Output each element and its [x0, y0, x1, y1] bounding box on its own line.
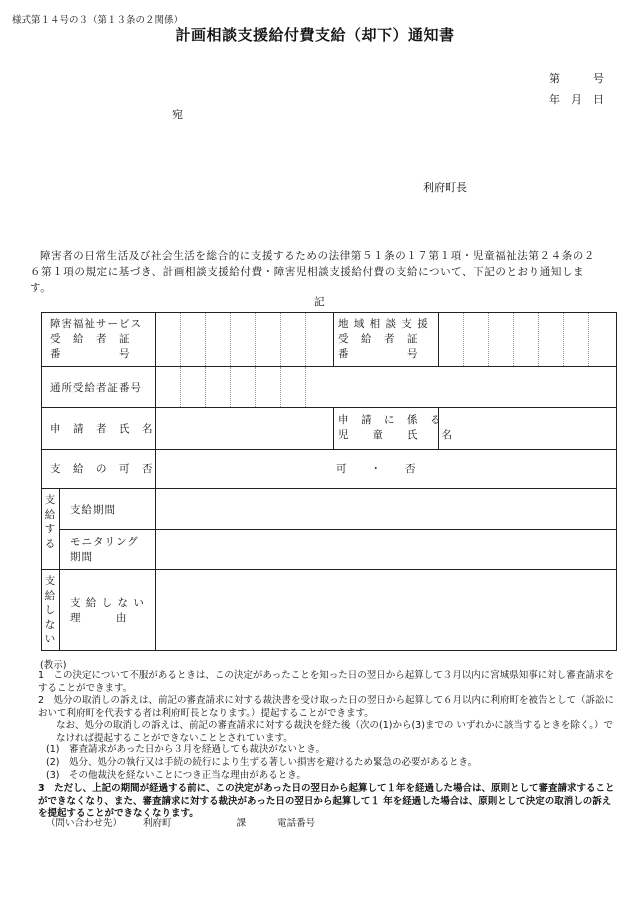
child-name-label: 申 請 に 係 る 児 童 氏 名 [338, 414, 453, 441]
table-rule [41, 488, 617, 489]
document-title: 計画相談支援給付費支給（却下）通知書 [175, 26, 455, 44]
instruction-item-2-note: なお、処分の取消しの訴えは、前記の審査請求に対する裁決を経た後（次の(1)から(3)までの いずれかに該当するときを除く。）でなければ提起することができないこととされています。 [56, 720, 613, 744]
table-rule [59, 529, 617, 530]
notice-text: 障害者の日常生活及び社会生活を総合的に支援するための法律第５１条の１７第１項・児童福祉法第２４条の２６第１項の規定に基づき、計画相談支援給付費・障害児相談支援給付費の支給について、下記のとおり通知します。 [30, 250, 595, 294]
document-number-label: 第 号 [549, 72, 604, 85]
digit-separator [230, 367, 231, 407]
applicant-name-label: 申 請 者 氏 名 [50, 423, 154, 435]
form-number: 様式第１４号の３（第１３条の２関係） [12, 15, 184, 26]
disability-service-cert-label: 障害福祉サービス 受 給 者 証 番 号 [50, 318, 142, 360]
digit-separator [280, 313, 281, 366]
table-rule [333, 312, 334, 366]
digit-separator [305, 313, 306, 366]
digit-separator [588, 313, 589, 366]
day-care-cert-label: 通所受給者証番号 [50, 382, 142, 394]
digit-separator [205, 313, 206, 366]
digit-separator [180, 313, 181, 366]
digit-separator [513, 313, 514, 366]
contact-town: 利府町 [143, 818, 172, 829]
digit-separator [280, 367, 281, 407]
instruction-item-2: 2 処分の取消しの訴えは、前記の審査請求に対する裁決書を受け取った日の翌日から起算して６月以内に利府町を被告として（訴訟において利府町を代表する者は利府町長となります。）提起することができます。 [38, 695, 615, 719]
no-supply-group-label: 支 給 し な い [44, 575, 56, 645]
contact-section: 課 [236, 818, 247, 829]
digit-separator [563, 313, 564, 366]
table-rule [41, 366, 617, 367]
ki-heading: 記 [314, 296, 325, 308]
approval-label: 支 給 の 可 否 [50, 463, 154, 475]
table-rule [41, 569, 617, 570]
table-rule [41, 449, 617, 450]
contact-phone: 電話番号 [277, 818, 316, 829]
supply-group-label: 支 給 す る [44, 494, 56, 550]
supply-period-label: 支給期間 [70, 504, 116, 516]
digit-separator [255, 367, 256, 407]
table-rule [333, 407, 334, 449]
digit-separator [463, 313, 464, 366]
instruction-sub-2: (2) 処分、処分の執行又は手続の続行により生ずる著しい損害を避けるため緊急の必要があるとき。 [46, 757, 478, 768]
table-rule [41, 407, 617, 408]
digit-separator [538, 313, 539, 366]
monitoring-period-label: モニタリング 期間 [70, 536, 139, 563]
digit-separator [180, 367, 181, 407]
digit-separator [230, 313, 231, 366]
contact-info [46, 815, 315, 829]
digit-separator [205, 367, 206, 407]
community-support-cert-label: 地 域 相 談 支 援 受 給 者 証 番 号 [338, 318, 429, 360]
contact-label: （問い合わせ先） [46, 818, 123, 829]
table-rule [438, 312, 439, 366]
no-supply-reason-label: 支 給 し な い 理 由 [70, 597, 145, 624]
document-date-label: 年 月 日 [549, 93, 604, 106]
digit-separator [305, 367, 306, 407]
table-rule [155, 312, 156, 651]
digit-separator [255, 313, 256, 366]
instruction-item-1: 1 この決定について不服があるときは、この決定があったことを知った日の翌日から起算して３月以内に宮城県知事に対し審査請求をすることができます。 [38, 670, 614, 694]
instruction-sub-3: (3) その他裁決を経ないことにつき正当な理由があるとき。 [46, 770, 306, 781]
addressee-label: 宛 [172, 108, 183, 121]
instruction-sub-1: (1) 審査請求があった日から３月を経過しても裁決がないとき。 [46, 744, 325, 755]
instruction-item-3: 3 ただし、上記の期間が経過する前に、この決定があった日の翌日から起算して１年を経過した場合は、原則として審査請求することができなくなり、また、審査請求に対する裁決があった日の翌日から起算して１ 年を経過した場合は、原則として決定の取消しの訴えを提起することができなくなります。 [38, 783, 615, 819]
issuer-name: 利府町長 [423, 181, 467, 194]
table-rule [59, 488, 60, 651]
instructions-heading: (教示) [40, 660, 67, 671]
approval-value: 可 ・ 否 [336, 463, 417, 475]
digit-separator [488, 313, 489, 366]
